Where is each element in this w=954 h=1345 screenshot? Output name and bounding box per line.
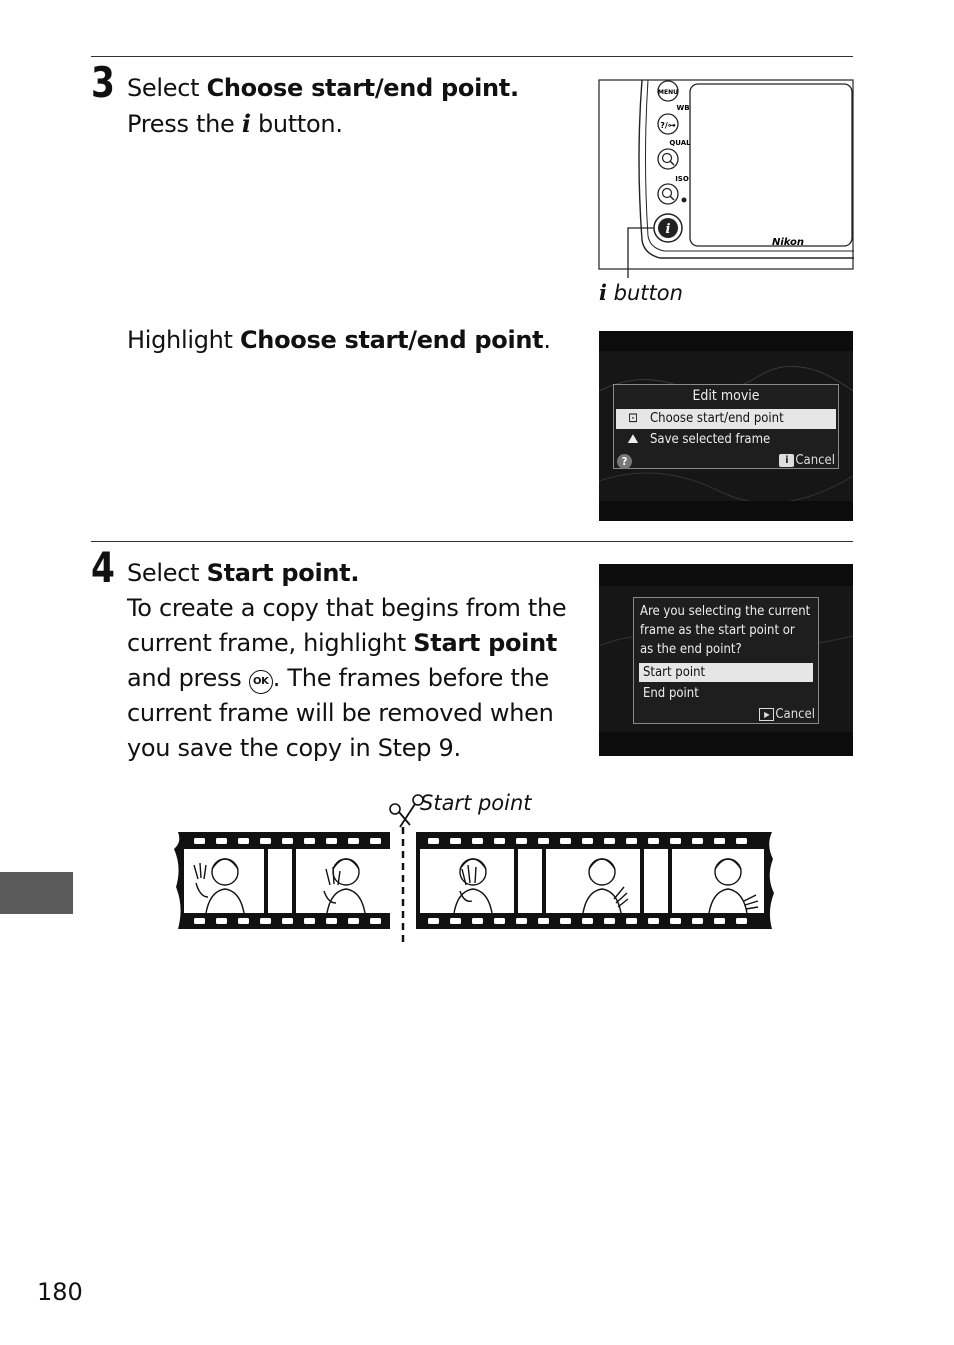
i-button-caption-text: button <box>606 281 683 305</box>
start-end-dialog <box>633 597 819 724</box>
start-point-label: Start point <box>420 791 532 815</box>
step4-heading <box>127 556 359 591</box>
start-end-point-screen <box>599 564 853 756</box>
step4-heading-prefix: Select <box>127 559 207 587</box>
camera-protect-button <box>658 114 678 134</box>
menu-item-choose-start-end[interactable] <box>616 409 836 429</box>
i-button-caption <box>599 280 683 305</box>
question-line: frame as the start point or <box>640 623 795 638</box>
step4-line5: you save the copy in Step 9. <box>127 734 461 762</box>
step3-highlight-instruction <box>127 323 551 358</box>
step3-press-suffix: button. <box>250 110 343 138</box>
help-icon[interactable]: ? <box>617 454 632 469</box>
line3-suffix: . The frames before the <box>272 664 549 692</box>
menu-footer <box>614 451 838 473</box>
section-divider-top <box>91 56 853 57</box>
camera-zoom-in-button <box>658 149 678 169</box>
svg-text:i: i <box>665 222 671 237</box>
section-divider-middle <box>91 541 853 542</box>
step3-heading-prefix: Select <box>127 74 207 102</box>
edit-movie-screen <box>599 331 853 521</box>
svg-text:ISO: ISO <box>675 175 689 183</box>
step3-press-prefix: Press the <box>127 110 242 138</box>
question-line: Are you selecting the current <box>640 604 811 619</box>
svg-text:?/⊶: ?/⊶ <box>660 121 676 130</box>
filmstrip-left <box>174 832 390 929</box>
highlight-suffix: . <box>543 326 551 354</box>
step4-line4: current frame will be removed when <box>127 699 554 727</box>
question-line: as the end point? <box>640 642 742 657</box>
menu-title: Edit movie <box>692 388 760 404</box>
i-key-icon: i <box>779 454 794 467</box>
page-number: 180 <box>37 1278 83 1306</box>
menu-item-save-selected-frame[interactable] <box>616 430 836 450</box>
trim-icon: ⊡ <box>628 411 638 426</box>
i-symbol: i <box>599 280 607 305</box>
menu-item-label: Choose start/end point <box>650 411 784 426</box>
camera-brand-logo: Nikon <box>771 237 805 248</box>
svg-text:WB: WB <box>676 104 690 112</box>
cancel-label: Cancel <box>775 707 815 722</box>
highlight-prefix: Highlight <box>127 326 240 354</box>
camera-i-button <box>654 214 682 242</box>
step3-heading <box>127 71 519 106</box>
scissors-icon <box>390 795 423 827</box>
step-number-4: 4 <box>91 543 115 592</box>
step4-line3 <box>127 661 587 696</box>
dialog-question <box>634 598 818 661</box>
cancel-label: Cancel <box>795 453 835 468</box>
svg-text:QUAL: QUAL <box>669 139 691 147</box>
option-end-point[interactable] <box>639 684 813 703</box>
camera-zoom-out-button <box>658 184 678 204</box>
cancel-hint[interactable] <box>759 707 815 722</box>
filmstrip-illustration <box>170 787 780 947</box>
i-button-symbol: i <box>241 109 251 138</box>
step3-instruction <box>127 106 343 142</box>
frame-save-icon: ⛰ <box>627 432 639 447</box>
step3-heading-bold: Choose start/end point. <box>206 74 519 102</box>
dialog-footer <box>634 705 818 727</box>
step4-line2 <box>127 626 587 661</box>
cancel-hint[interactable] <box>779 453 835 468</box>
step-number-3: 3 <box>91 58 115 107</box>
option-label: End point <box>643 686 699 701</box>
filmstrip-right <box>416 832 774 929</box>
playback-key-icon: ▶ <box>759 708 774 721</box>
menu-item-label: Save selected frame <box>650 432 771 447</box>
option-start-point[interactable] <box>639 663 813 682</box>
line3-prefix: and press <box>127 664 249 692</box>
svg-text:MENU: MENU <box>658 89 678 96</box>
option-label: Start point <box>643 665 706 680</box>
start-point-bold: Start point <box>413 629 558 657</box>
step4-line1: To create a copy that begins from the <box>127 594 567 622</box>
line2-prefix: current frame, highlight <box>127 629 414 657</box>
ok-button-icon: OK <box>249 670 273 694</box>
step4-heading-bold: Start point. <box>206 559 360 587</box>
highlight-bold: Choose start/end point <box>239 326 544 354</box>
camera-menu-button <box>658 81 678 101</box>
edit-movie-menu <box>613 384 839 469</box>
step4-body <box>127 591 587 766</box>
chapter-tab <box>0 872 73 914</box>
camera-back-illustration <box>598 78 854 278</box>
